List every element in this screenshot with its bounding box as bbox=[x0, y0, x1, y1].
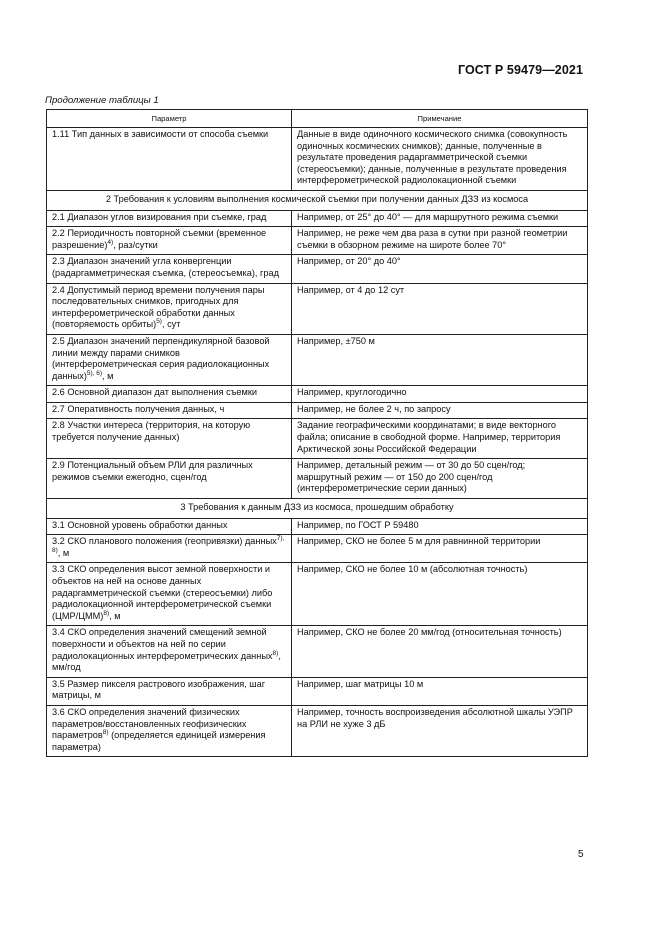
standard-designation: ГОСТ Р 59479—2021 bbox=[457, 63, 583, 77]
page-number: 5 bbox=[578, 849, 584, 860]
param-cell: 2.3 Диапазон значений угла конвергенции (радаргамметрическая съемка, (стереосъемка), град bbox=[47, 255, 292, 283]
param-unit: , мм/год bbox=[52, 650, 281, 673]
table-row bbox=[47, 459, 588, 499]
footnote-ref: 8) bbox=[102, 729, 109, 737]
table-row bbox=[47, 705, 588, 756]
param-unit: , сут bbox=[161, 319, 181, 330]
note-cell: Например, от 4 до 12 сут bbox=[292, 283, 588, 334]
table-row bbox=[47, 386, 588, 403]
note-cell: Например, шаг матрицы 10 м bbox=[292, 677, 588, 705]
section-2-heading: 2 Требования к условиям выполнения космической съемки при получении данных ДЗЗ из космоса bbox=[47, 190, 588, 210]
param-text: 2.2 Периодичность повторной съемки (временное разрешение) bbox=[52, 228, 267, 250]
param-unit: , раз/сутки bbox=[113, 239, 158, 250]
table-row bbox=[47, 677, 588, 705]
param-cell bbox=[47, 334, 292, 385]
note-cell: Например, не более 2 ч, по запросу bbox=[292, 402, 588, 419]
param-cell: 2.1 Диапазон углов визирования при съемке, град bbox=[47, 210, 292, 227]
note-cell: Например, круглогодично bbox=[292, 386, 588, 403]
note-cell: Например, ±750 м bbox=[292, 334, 588, 385]
param-unit: , м bbox=[57, 547, 70, 558]
header-parameter: Параметр bbox=[47, 110, 292, 128]
note-cell: Например, СКО не более 10 м (абсолютная точность) bbox=[292, 563, 588, 626]
footnote-ref: 8) bbox=[272, 649, 279, 657]
table-row bbox=[47, 419, 588, 459]
param-unit: , м bbox=[109, 610, 121, 621]
note-cell: Например, не реже чем два раза в сутки при разной геометрии съемки в обзорном режиме на широте более 70° bbox=[292, 227, 588, 255]
footnote-ref: 8) bbox=[103, 609, 110, 617]
note-cell: Задание географическими координатами; в виде векторного файла; описание в свободной форме. Например, территория Арктической зоны Российской Федерации bbox=[292, 419, 588, 459]
table-row bbox=[47, 334, 588, 385]
param-text: 2.4 Допустимый период времени получения пары последовательных снимков, пригодных для интерферометрической обработки данных (повторяемость орбиты) bbox=[52, 284, 265, 330]
param-cell: 1.11 Тип данных в зависимости от способа съемки bbox=[47, 128, 292, 191]
param-text: 2.5 Диапазон значений перпендикулярной базовой линии между парами снимков (интерферометрическая серия радиолокационных данных) bbox=[52, 335, 270, 381]
param-cell bbox=[47, 227, 292, 255]
param-cell bbox=[47, 283, 292, 334]
table-row bbox=[47, 518, 588, 535]
param-cell: 2.7 Оперативность получения данных, ч bbox=[47, 402, 292, 419]
section-row bbox=[47, 499, 588, 519]
section-row bbox=[47, 190, 588, 210]
table-continuation-caption: Продолжение таблицы 1 bbox=[45, 95, 159, 106]
note-cell: Например, по ГОСТ Р 59480 bbox=[292, 518, 588, 535]
footnote-ref: 7), 8) bbox=[52, 535, 285, 554]
note-cell: Например, СКО не более 5 м для равнинной территории bbox=[292, 535, 588, 563]
param-unit: , м bbox=[102, 370, 114, 381]
table-row bbox=[47, 283, 588, 334]
param-cell: 2.9 Потенциальный объем РЛИ для различных режимов съемки ежегодно, сцен/год bbox=[47, 459, 292, 499]
table-row bbox=[47, 210, 588, 227]
table-row bbox=[47, 626, 588, 677]
param-text: 3.4 СКО определения значений смещений земной поверхности и объектов на ней по серии радиолокационных интерферометрических данных bbox=[52, 627, 273, 661]
table-header-row bbox=[47, 110, 588, 128]
param-text: 3.6 СКО определения значений физических параметров/восстановленных геофизических параметров bbox=[52, 706, 247, 741]
param-cell: 3.5 Размер пикселя растрового изображения, шаг матрицы, м bbox=[47, 677, 292, 705]
param-text: 3.2 СКО планового положения (геопривязки) данных bbox=[52, 536, 277, 547]
footnote-ref: 5) bbox=[156, 318, 162, 326]
param-cell bbox=[47, 535, 292, 563]
param-cell bbox=[47, 563, 292, 626]
note-cell: Например, точность воспроизведения абсолютной шкалы УЭПР на РЛИ не хуже 3 дБ bbox=[292, 705, 588, 756]
table-row bbox=[47, 255, 588, 283]
param-cell: 2.6 Основной диапазон дат выполнения съемки bbox=[47, 386, 292, 403]
section-3-heading: 3 Требования к данным ДЗЗ из космоса, прошедшим обработку bbox=[47, 499, 588, 519]
table-row bbox=[47, 227, 588, 255]
footnote-ref: 4) bbox=[107, 238, 114, 246]
param-cell: 3.1 Основной уровень обработки данных bbox=[47, 518, 292, 535]
header-note: Примечание bbox=[292, 110, 588, 128]
note-cell: Например, СКО не более 20 мм/год (относительная точность) bbox=[292, 626, 588, 677]
param-text: 3.3 СКО определения высот земной поверхности и объектов на ней на основе данных радаргамметрической съемки (стереосъемки) либо радиолокационной интерферометрической съемки (ЦМР/ЦММ) bbox=[52, 564, 273, 621]
param-unit: (определяется единицей измерения параметра) bbox=[52, 730, 266, 752]
table-row bbox=[47, 535, 588, 563]
table-row bbox=[47, 128, 588, 191]
note-cell: Например, от 25° до 40° — для маршрутного режима съемки bbox=[292, 210, 588, 227]
note-cell: Например, детальный режим — от 30 до 50 сцен/год; маршрутный режим — от 150 до 200 сцен/год (интерферометрические серии данных) bbox=[292, 459, 588, 499]
requirements-table bbox=[46, 109, 588, 757]
param-cell bbox=[47, 626, 292, 677]
table-row bbox=[47, 402, 588, 419]
param-cell: 2.8 Участки интереса (территория, на которую требуется получение данных) bbox=[47, 419, 292, 459]
table-row bbox=[47, 563, 588, 626]
footnote-ref: 5), 6) bbox=[86, 369, 103, 377]
note-cell: Например, от 20° до 40° bbox=[292, 255, 588, 283]
note-cell: Данные в виде одиночного космического снимка (совокупность одиночных космических снимков); данные, полученные в результате проведения радаргамметрической съемки (стереосъемки); данные, полученные в результате проведения интерферометрической радиолокационной съемки bbox=[292, 128, 588, 191]
param-cell bbox=[47, 705, 292, 756]
